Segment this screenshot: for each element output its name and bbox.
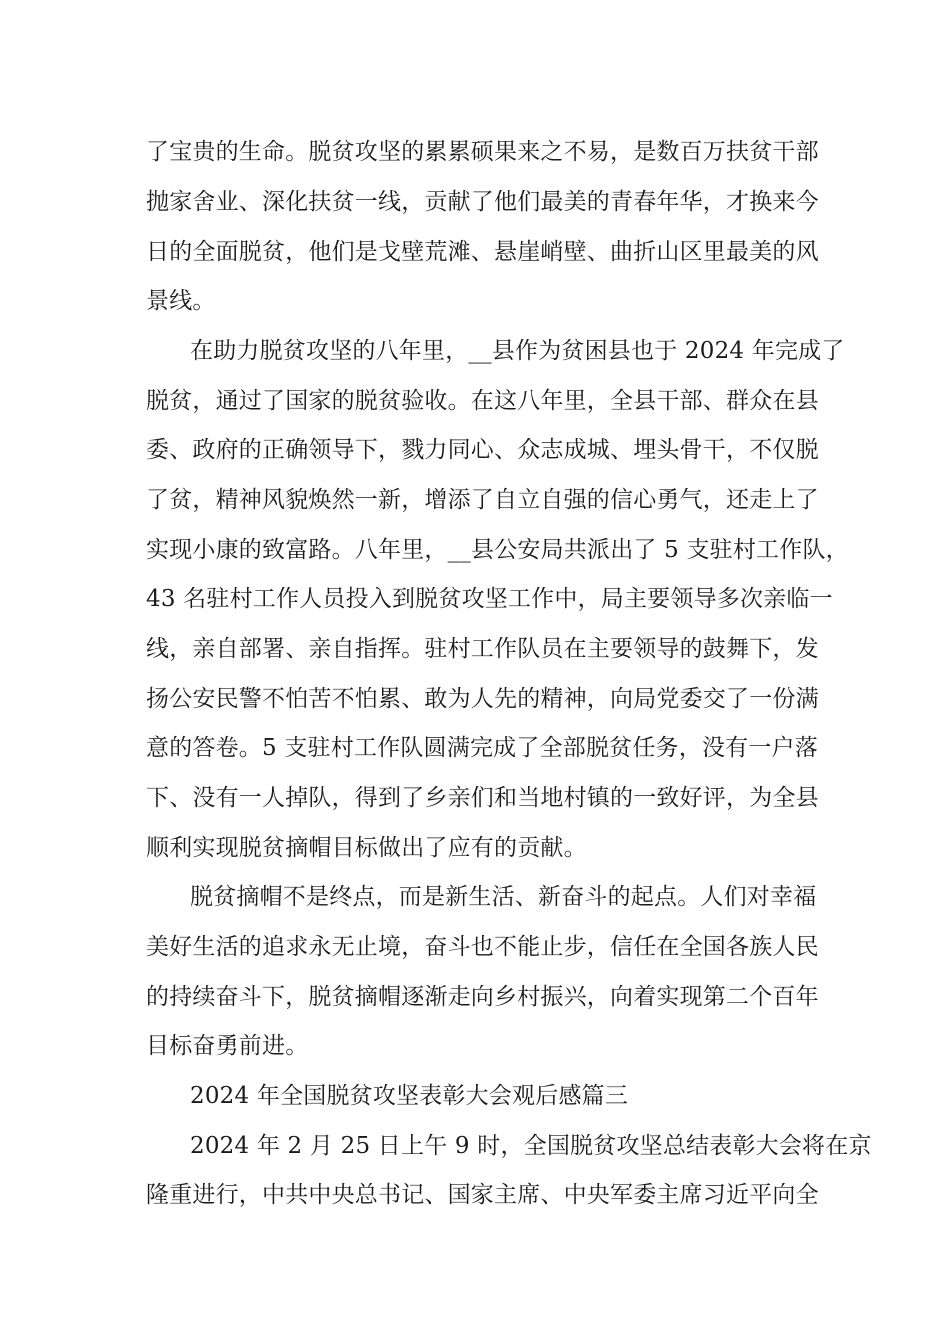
text-line: 的持续奋斗下，脱贫摘帽逐渐走向乡村振兴，向着实现第二个百年 (146, 984, 819, 1010)
paragraph-first-line: 在助力脱贫攻坚的八年里，__县作为贫困县也于 2024 年完成了 (190, 338, 845, 364)
text-line: 目标奋勇前进。 (146, 1033, 309, 1059)
paragraph-first-line: 2024 年 2 月 25 日上午 9 时，全国脱贫攻坚总结表彰大会将在京 (190, 1133, 872, 1159)
text-line: 下、没有一人掉队，得到了乡亲们和当地村镇的一致好评，为全县 (146, 785, 819, 811)
text-line: 顺利实现脱贫摘帽目标做出了应有的贡献。 (146, 835, 587, 861)
text-line: 美好生活的追求永无止境，奋斗也不能止步，信任在全国各族人民 (146, 934, 819, 960)
paragraph-first-line: 脱贫摘帽不是终点，而是新生活、新奋斗的起点。人们对幸福 (190, 884, 817, 910)
text-line: 日的全面脱贫，他们是戈壁荒滩、悬崖峭壁、曲折山区里最美的风 (146, 239, 819, 265)
text-line: 委、政府的正确领导下，戮力同心、众志成城、埋头骨干，不仅脱 (146, 437, 819, 463)
text-line: 实现小康的致富路。八年里，__县公安局共派出了 5 支驻村工作队， (146, 537, 849, 563)
text-line: 了宝贵的生命。脱贫攻坚的累累硕果来之不易，是数百万扶贫干部 (146, 139, 819, 165)
text-line: 线，亲自部署、亲自指挥。驻村工作队员在主要领导的鼓舞下，发 (146, 636, 819, 662)
text-line: 了贫，精神风貌焕然一新，增添了自立自强的信心勇气，还走上了 (146, 487, 819, 513)
text-line: 意的答卷。5 支驻村工作队圆满完成了全部脱贫任务，没有一户落 (146, 735, 818, 761)
section-heading: 2024 年全国脱贫攻坚表彰大会观后感篇三 (190, 1083, 629, 1109)
text-line: 景线。 (146, 288, 216, 314)
text-line: 脱贫，通过了国家的脱贫验收。在这八年里，全县干部、群众在县 (146, 388, 819, 414)
text-line: 隆重进行，中共中央总书记、国家主席、中央军委主席习近平向全 (146, 1182, 819, 1208)
text-line: 43 名驻村工作人员投入到脱贫攻坚工作中，局主要领导多次亲临一 (146, 586, 833, 612)
text-line: 扬公安民警不怕苦不怕累、敢为人先的精神，向局党委交了一份满 (146, 686, 819, 712)
text-line: 抛家舍业、深化扶贫一线，贡献了他们最美的青春年华，才换来今 (146, 189, 819, 215)
